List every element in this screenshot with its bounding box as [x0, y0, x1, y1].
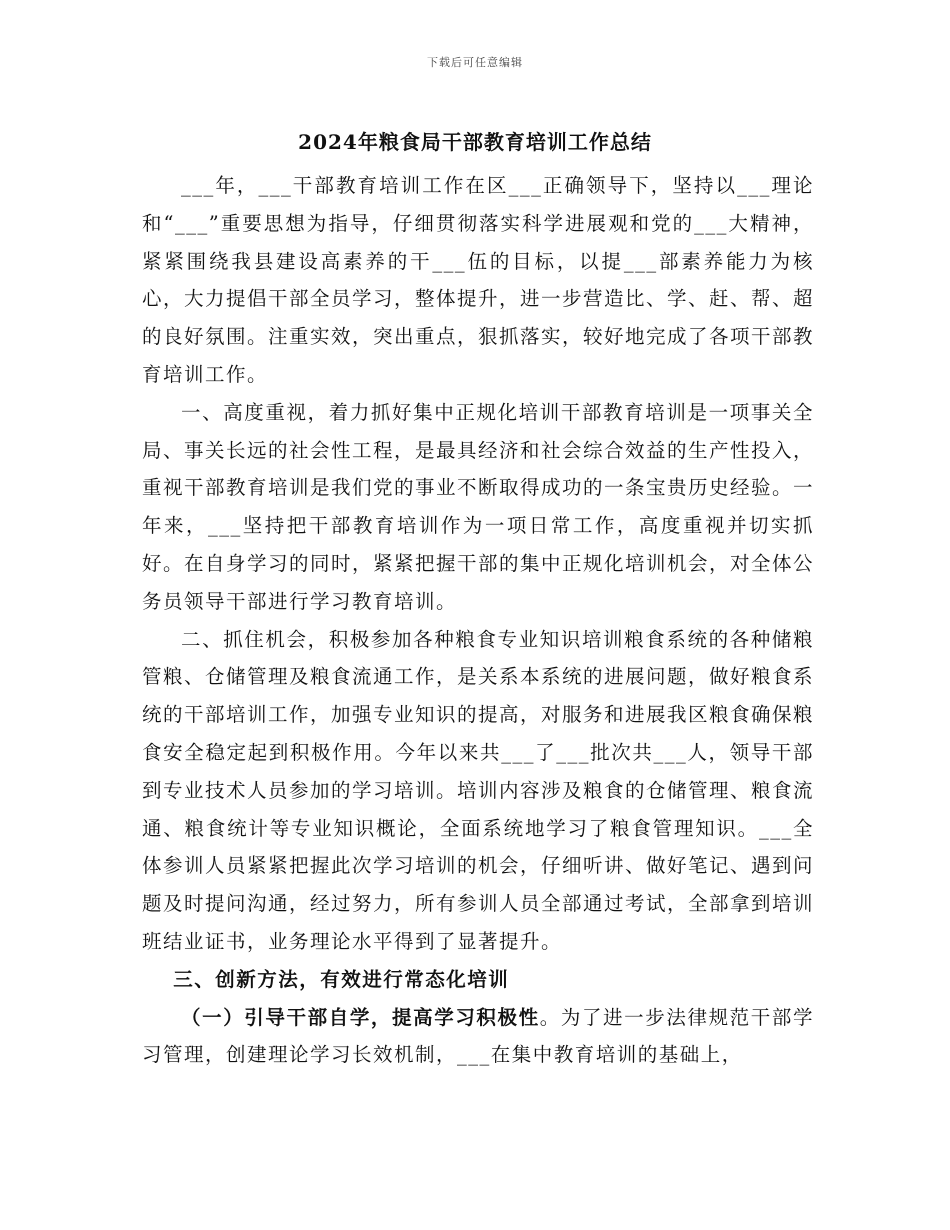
header-note: 下载后可任意编辑	[427, 56, 523, 69]
subsection-lead: （一）引导干部自学，提高学习积极性	[181, 1005, 540, 1029]
subsection-text: 。为了进一步法律规范干部学习管理，创建理论学习长效机制，___在集中教育培训的基础上，	[142, 1005, 814, 1067]
section-3-heading: 三、创新方法，有效进行常态化培训	[173, 967, 510, 991]
paragraph-intro: ___年，___干部教育培训工作在区___正确领导下，坚持以___理论和“___”重要思想为指导，仔细贯彻落实科学进展观和党的___大精神，紧紧围绕我县建设高素养的干___伍的目标，以提___部素养能力为核心，大力提倡干部全员学习，整体提升，进一步营造比、学、赶、帮、超的良好氛围。注重实效，突出重点，狠抓落实，较好地完成了各项干部教育培训工作。	[142, 174, 815, 386]
paragraph-section-1: 一、高度重视，着力抓好集中正规化培训干部教育培训是一项事关全局、事关长远的社会性工程，是最具经济和社会综合效益的生产性投入，重视干部教育培训是我们党的事业不断取得成功的一条宝贵历史经验。一年来，___坚持把干部教育培训作为一项日常工作，高度重视并切实抓好。在自身学习的同时，紧紧把握干部的集中正规化培训机会，对全体公务员领导干部进行学习教育培训。	[142, 400, 815, 613]
document-body	[142, 167, 814, 1074]
document-title: 2024年粮食局干部教育培训工作总结	[298, 130, 652, 154]
paragraph-section-2: 二、抓住机会，积极参加各种粮食专业知识培训粮食系统的各种储粮管粮、仓储管理及粮食流通工作，是关系本系统的进展问题，做好粮食系统的干部培训工作，加强专业知识的提高，对服务和进展我区粮食确保粮食安全稳定起到积极作用。今年以来共___了___批次共___人，领导干部到专业技术人员参加的学习培训。培训内容涉及粮食的仓储管理、粮食流通、粮食统计等专业知识概论，全面系统地学习了粮食管理知识。___全体参训人员紧紧把握此次学习培训的机会，仔细听讲、做好笔记、遇到问题及时提问沟通，经过努力，所有参训人员全部通过考试，全部拿到培训班结业证书，业务理论水平得到了显著提升。	[142, 627, 815, 953]
paragraph-section-3-1	[142, 999, 814, 1075]
